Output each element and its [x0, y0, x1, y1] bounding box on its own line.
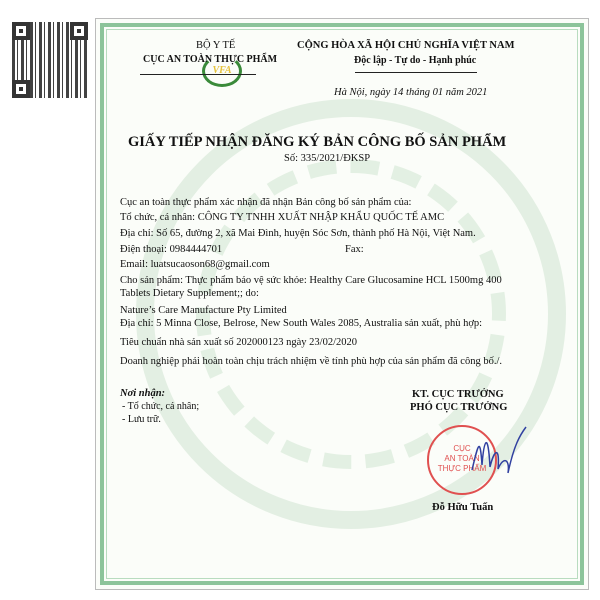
body-line: Cho sản phẩm: Thực phẩm bảo vệ sức khỏe: Healthy Care Glucosamine HCL 1500mg 400	[120, 275, 502, 286]
ministry-name: BỘ Y TẾ	[196, 40, 236, 51]
body-line: Địa chỉ: 5 Minna Close, Belrose, New South Wales 2085, Australia sản xuất, phù hợp:	[120, 318, 483, 329]
recipients-heading: Nơi nhận:	[120, 388, 166, 399]
body-line: Email: luatsucaoson68@gmail.com	[120, 259, 270, 270]
body-line: Tablets Dietary Supplement;; do:	[120, 288, 259, 299]
qr-code	[12, 22, 88, 98]
stamp-text: THỰC PHẨM	[437, 464, 487, 473]
document-inner-border	[106, 29, 578, 579]
fax-label: Fax:	[345, 244, 364, 255]
stamp-text: AN TOÀN	[444, 454, 480, 463]
vfa-logo: VFA	[202, 55, 242, 87]
signer-title: KT. CỤC TRƯỞNG	[412, 389, 504, 400]
body-line: Tổ chức, cá nhân: CÔNG TY TNHH XUẤT NHẬP KHẨU QUỐC TẾ AMC	[120, 212, 445, 223]
stamp-text: CỤC	[453, 444, 471, 453]
agency-name: CỤC AN TOÀN THỰC PHẨM	[143, 54, 278, 65]
body-line: Tiêu chuẩn nhà sản xuất số 202000123 ngày 23/02/2020	[120, 337, 358, 348]
document-title: GIẤY TIẾP NHẬN ĐĂNG KÝ BẢN CÔNG BỐ SẢN PHẨM	[128, 134, 507, 150]
body-line: Cục an toàn thực phẩm xác nhận đã nhận Bản công bố sản phẩm của:	[120, 197, 412, 208]
certificate-document	[95, 18, 589, 590]
motto: Độc lập - Tự do - Hạnh phúc	[354, 55, 477, 66]
divider	[355, 72, 477, 73]
body-line: Doanh nghiệp phải hoàn toàn chịu trách nhiệm về tính phù hợp của sản phẩm đã công bố./.	[120, 356, 502, 367]
signer-position: PHÓ CỤC TRƯỞNG	[410, 402, 508, 413]
body-line: Điện thoại: 0984444701	[120, 244, 223, 255]
divider	[140, 74, 256, 75]
signer-name: Đỗ Hữu Tuấn	[432, 502, 494, 513]
country-name: CỘNG HÒA XÃ HỘI CHỦ NGHĨA VIỆT NAM	[297, 40, 515, 51]
body-line: Nature’s Care Manufacture Pty Limited	[120, 305, 287, 316]
issue-date: Hà Nội, ngày 14 tháng 01 năm 2021	[334, 87, 488, 98]
body-line: Địa chỉ: Số 65, đường 2, xã Mai Đình, huyện Sóc Sơn, thành phố Hà Nội, Việt Nam.	[120, 228, 476, 239]
recipient-item: - Tổ chức, cá nhân;	[122, 401, 200, 412]
handwritten-signature	[470, 425, 530, 485]
document-number: Số: 335/2021/ĐKSP	[284, 153, 371, 164]
recipient-item: - Lưu trữ.	[122, 414, 161, 425]
